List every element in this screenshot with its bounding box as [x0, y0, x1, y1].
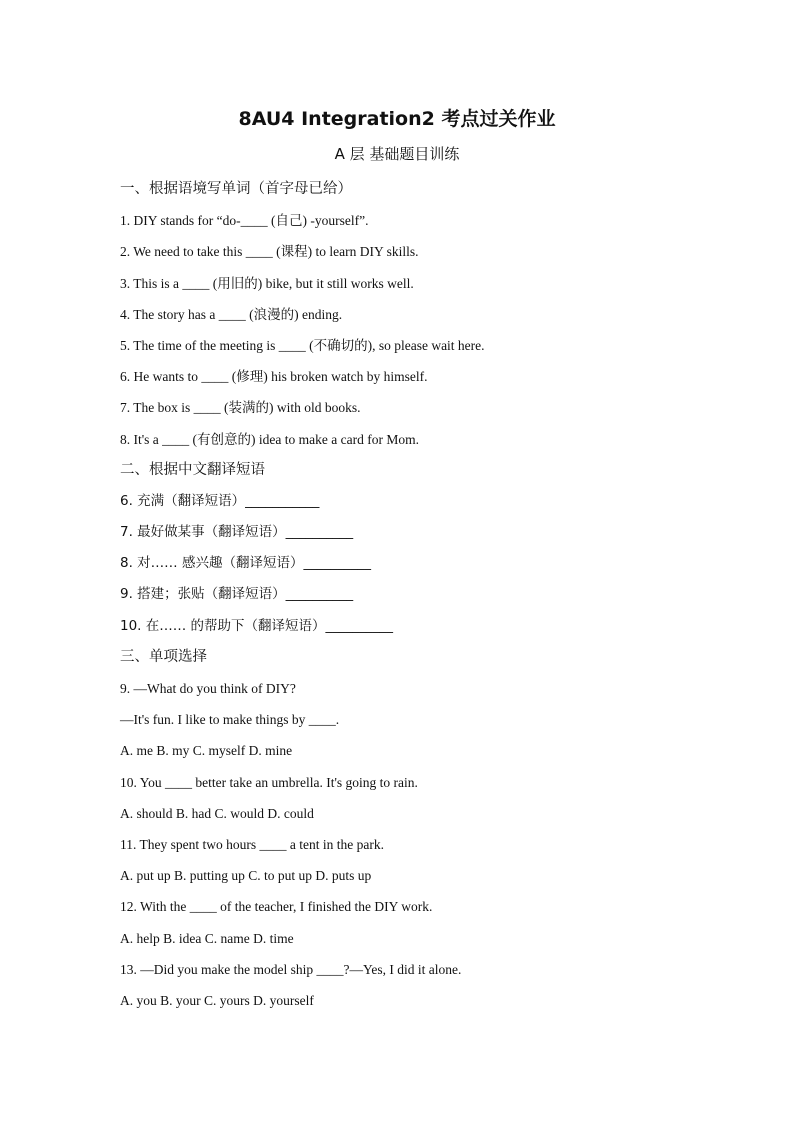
question-line: 2. We need to take this ____ (课程) to learn DIY skills. — [120, 244, 419, 260]
question-line: 8. It's a ____ (有创意的) idea to make a card for Mom. — [120, 431, 419, 447]
section-heading-vocabulary: 一、根据语境写单词（首字母已给） — [120, 181, 352, 197]
section-heading-multiple-choice: 三、单项选择 — [120, 648, 207, 665]
question-line: 12. With the ____ of the teacher, I finished the DIY work. — [120, 899, 433, 915]
question-line: 6. He wants to ____ (修理) his broken watch by himself. — [120, 369, 428, 385]
question-line: 4. The story has a ____ (浪漫的) ending. — [120, 306, 343, 322]
question-line: 5. The time of the meeting is ____ (不确切的), so please wait here. — [120, 337, 485, 353]
page-title: 8AU4 Integration2 考点过关作业 — [238, 108, 556, 130]
translation-line: 6. 充满（翻译短语）___________ — [120, 492, 320, 509]
question-line: 13. —Did you make the model ship ____?—Yes, I did it alone. — [120, 961, 462, 977]
translation-line: 9. 搭建；张贴（翻译短语）__________ — [120, 586, 354, 603]
translation-line: 8. 对…… 感兴趣（翻译短语）__________ — [120, 555, 371, 572]
options-line: A. help B. idea C. name D. time — [120, 930, 294, 946]
translation-line: 10. 在…… 的帮助下（翻译短语）__________ — [120, 617, 394, 634]
question-line: 1. DIY stands for “do-____ (自己) -yourself”. — [120, 213, 369, 229]
options-line: A. should B. had C. would D. could — [120, 805, 314, 821]
question-line: —It's fun. I like to make things by ____. — [120, 712, 340, 728]
question-line: 11. They spent two hours ____ a tent in the park. — [120, 836, 384, 852]
options-line: A. you B. your C. yours D. yourself — [120, 992, 314, 1008]
question-line: 3. This is a ____ (用旧的) bike, but it still works well. — [120, 275, 414, 291]
question-line: 9. —What do you think of DIY? — [120, 681, 296, 696]
translation-line: 7. 最好做某事（翻译短语）__________ — [120, 524, 354, 541]
options-line: A. me B. my C. myself D. mine — [120, 743, 293, 759]
worksheet-content — [120, 174, 720, 1016]
section-heading-translation: 二、根据中文翻译短语 — [120, 461, 265, 478]
page-subtitle: A 层 基础题目训练 — [334, 145, 460, 163]
question-line: 10. You ____ better take an umbrella. It's going to rain. — [120, 774, 418, 790]
question-line: 7. The box is ____ (装满的) with old books. — [120, 400, 361, 416]
options-line: A. put up B. putting up C. to put up D. puts up — [120, 868, 372, 884]
